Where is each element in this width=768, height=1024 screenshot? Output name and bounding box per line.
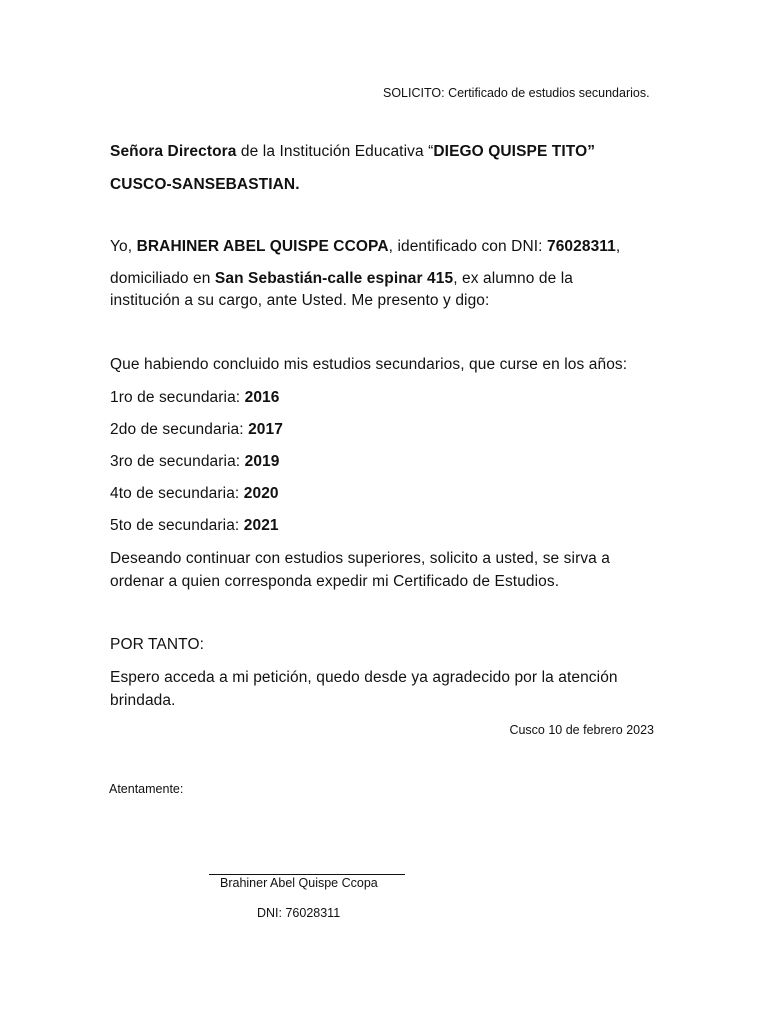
request-line-2: ordenar a quien corresponda expedir mi Certificado de Estudios. [110, 573, 560, 590]
atentamente-label: Atentamente: [109, 782, 184, 796]
request-line-1: Deseando continuar con estudios superiores, solicito a usted, se sirva a [110, 550, 611, 567]
student-name: BRAHINER ABEL QUISPE CCOPA [136, 238, 389, 255]
year-row [110, 485, 279, 503]
signature-line [209, 874, 405, 875]
student-dni: 76028311 [546, 238, 616, 255]
year-row [110, 453, 280, 471]
addressee-title: Señora Directora [110, 143, 237, 160]
place-date: Cusco 10 de febrero 2023 [509, 723, 654, 737]
intro-text: Yo, [110, 238, 137, 255]
signature-dni: DNI: 76028311 [257, 906, 341, 920]
por-tanto-heading: POR TANTO: [110, 636, 205, 653]
student-address: San Sebastián-calle espinar 415 [214, 270, 454, 287]
addressee-line [110, 143, 595, 161]
addressee-location: CUSCO-SANSEBASTIAN. [110, 176, 300, 193]
year-row [110, 421, 283, 439]
year-label: 4to de secundaria: [110, 485, 244, 502]
closing-line-2: brindada. [110, 692, 176, 709]
year-row [110, 517, 279, 535]
year-value: 2016 [244, 389, 280, 406]
year-label: 1ro de secundaria: [110, 389, 245, 406]
year-value: 2019 [244, 453, 280, 470]
solicito-label: SOLICITO: [383, 86, 445, 100]
intro-line-2 [110, 270, 573, 288]
solicito-text: Certificado de estudios secundarios. [444, 86, 650, 100]
intro-text: , [615, 238, 621, 255]
year-label: 3ro de secundaria: [110, 453, 245, 470]
intro-text: , identificado con DNI: [388, 238, 547, 255]
year-value: 2017 [248, 421, 283, 438]
intro-text: domiciliado en [110, 270, 215, 287]
year-label: 2do de secundaria: [110, 421, 249, 438]
signature-name: Brahiner Abel Quispe Ccopa [220, 876, 378, 890]
intro-line-1 [110, 238, 620, 256]
intro-line-3: institución a su cargo, ante Usted. Me presento y digo: [110, 292, 490, 309]
addressee-text: de la Institución Educativa “ [236, 143, 434, 160]
year-value: 2020 [243, 485, 279, 502]
solicito-line [383, 86, 650, 100]
studies-intro: Que habiendo concluido mis estudios secundarios, que curse en los años: [110, 356, 628, 373]
year-value: 2021 [243, 517, 279, 534]
year-label: 5to de secundaria: [110, 517, 244, 534]
intro-text: , ex alumno de la [453, 270, 573, 287]
year-row [110, 389, 280, 407]
school-name: DIEGO QUISPE TITO” [433, 143, 596, 160]
closing-line-1: Espero acceda a mi petición, quedo desde ya agradecido por la atención [110, 669, 618, 686]
